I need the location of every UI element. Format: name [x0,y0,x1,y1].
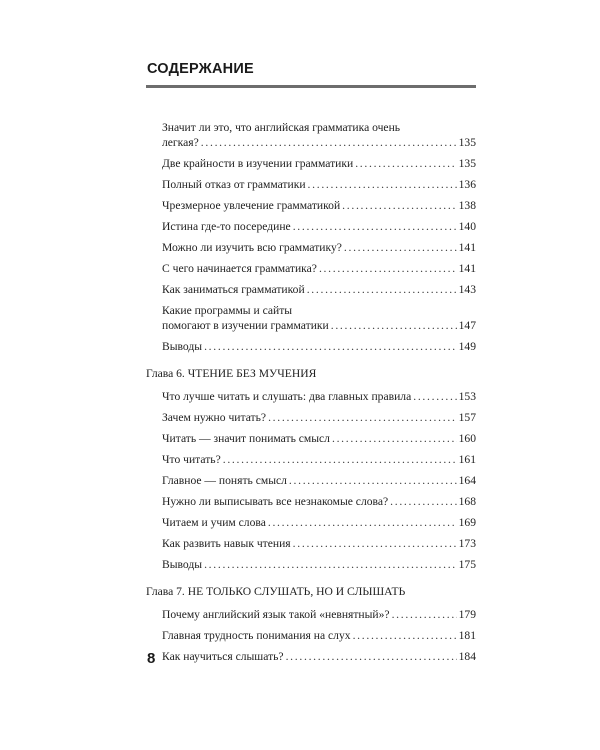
dot-leader [319,261,457,276]
toc-entry-title-line: Значит ли это, что английская грамматика очень [162,121,401,134]
dot-leader [286,649,457,664]
toc-page-number: 135 [458,157,476,170]
toc-entry-title-line: Что лучше читать и слушать: два главных правила [162,390,412,403]
toc-entry[interactable] [162,198,476,213]
toc-entry-title-line: Выводы [162,558,203,571]
toc-entry-title-line: Можно ли изучить всю грамматику? [162,241,342,254]
page-number: 8 [147,650,156,667]
dot-leader [204,557,457,572]
chapter-heading[interactable]: Глава 6. ЧТЕНИЕ БЕЗ МУЧЕНИЯ [146,367,317,380]
dot-leader [342,198,456,213]
toc-entry-title-line: Зачем нужно читать? [162,411,267,424]
toc-entry-title-line: Главное — понять смысл [162,474,287,487]
dot-leader [331,318,457,333]
toc-entry[interactable] [162,515,476,530]
dot-leader [268,515,457,530]
toc-page-number: 164 [458,474,476,487]
toc-entry-title-line: Какие программы и сайты [162,304,293,317]
toc-entry[interactable] [162,410,476,425]
toc-page-number: 179 [458,608,476,621]
toc-page-number: 181 [458,629,476,642]
toc-entry[interactable] [162,339,476,354]
toc-entry[interactable] [162,557,476,572]
toc-entry-title-line: Как научиться слышать? [162,650,284,663]
dot-leader [413,389,456,404]
toc-page-number: 160 [458,432,476,445]
toc-page-number: 173 [458,537,476,550]
toc-entry-title-line: Читать — значит понимать смысл [162,432,330,445]
toc-entry-title-line: Как развить навык чтения [162,537,291,550]
dot-leader [268,410,457,425]
toc-page-number: 169 [458,516,476,529]
toc-page-number: 140 [458,220,476,233]
dot-leader [355,156,456,171]
toc-page-number: 157 [458,411,476,424]
toc-entry-title-line: Две крайности в изучении грамматики [162,157,354,170]
chapter-heading[interactable]: Глава 7. НЕ ТОЛЬКО СЛУШАТЬ, НО И СЛЫШАТЬ [146,585,406,598]
toc-entry-title-line: Читаем и учим слова [162,516,266,529]
toc-entry[interactable] [162,649,476,664]
toc-page-number: 184 [458,650,476,663]
toc-entry-title-line: Истина где-то посередине [162,220,291,233]
toc-page-number: 147 [458,319,476,332]
dot-leader [308,177,457,192]
toc-entry-title-line: легкая? [162,136,199,149]
dot-leader [289,473,457,488]
dot-leader [223,452,457,467]
toc-entry[interactable] [162,494,476,509]
toc-entry[interactable] [162,240,476,255]
dot-leader [353,628,457,643]
toc-entry-title-line: Нужно ли выписывать все незнакомые слова? [162,495,389,508]
toc-entry-title-line: Что читать? [162,453,221,466]
toc-entry[interactable] [162,452,476,467]
toc-entry[interactable] [162,536,476,551]
toc-page-number: 143 [458,283,476,296]
toc-entry[interactable] [162,282,476,297]
toc-page-number: 161 [458,453,476,466]
dot-leader [392,607,457,622]
dot-leader [293,536,457,551]
toc-entry-title-line: Чрезмерное увлечение грамматикой [162,199,341,212]
toc-page-number: 141 [458,241,476,254]
table-of-contents [146,120,476,670]
toc-entry[interactable] [162,261,476,276]
toc-page-number: 175 [458,558,476,571]
toc-entry[interactable] [162,431,476,446]
toc-entry-title-line: Почему английский язык такой «невнятный»? [162,608,390,621]
toc-page-number: 168 [458,495,476,508]
toc-entry-title-line: С чего начинается грамматика? [162,262,317,275]
dot-leader [307,282,457,297]
toc-page-number: 136 [458,178,476,191]
toc-page-number: 149 [458,340,476,353]
toc-entry[interactable] [162,219,476,234]
dot-leader [204,339,457,354]
toc-entry[interactable] [162,473,476,488]
toc-page-number: 141 [458,262,476,275]
toc-entry-title-line: Главная трудность понимания на слух [162,629,351,642]
toc-entry[interactable] [162,303,476,333]
toc-entry[interactable] [162,389,476,404]
toc-entry[interactable] [162,607,476,622]
toc-entry[interactable] [162,177,476,192]
toc-entry-title-line: Как заниматься грамматикой [162,283,305,296]
toc-entry-title-line: помогают в изучении грамматики [162,319,329,332]
toc-entry[interactable] [162,628,476,643]
dot-leader [344,240,457,255]
dot-leader [332,431,457,446]
dot-leader [390,494,456,509]
toc-entry[interactable] [162,156,476,171]
toc-entry-title-line: Полный отказ от грамматики [162,178,306,191]
toc-entry[interactable] [162,120,476,150]
dot-leader [293,219,457,234]
header-divider [146,85,476,88]
page-title: СОДЕРЖАНИЕ [147,61,254,77]
toc-entry-title-line: Выводы [162,340,203,353]
dot-leader [201,135,457,150]
toc-page-number: 138 [458,199,476,212]
toc-page-number: 135 [458,136,476,149]
toc-page-number: 153 [458,390,476,403]
